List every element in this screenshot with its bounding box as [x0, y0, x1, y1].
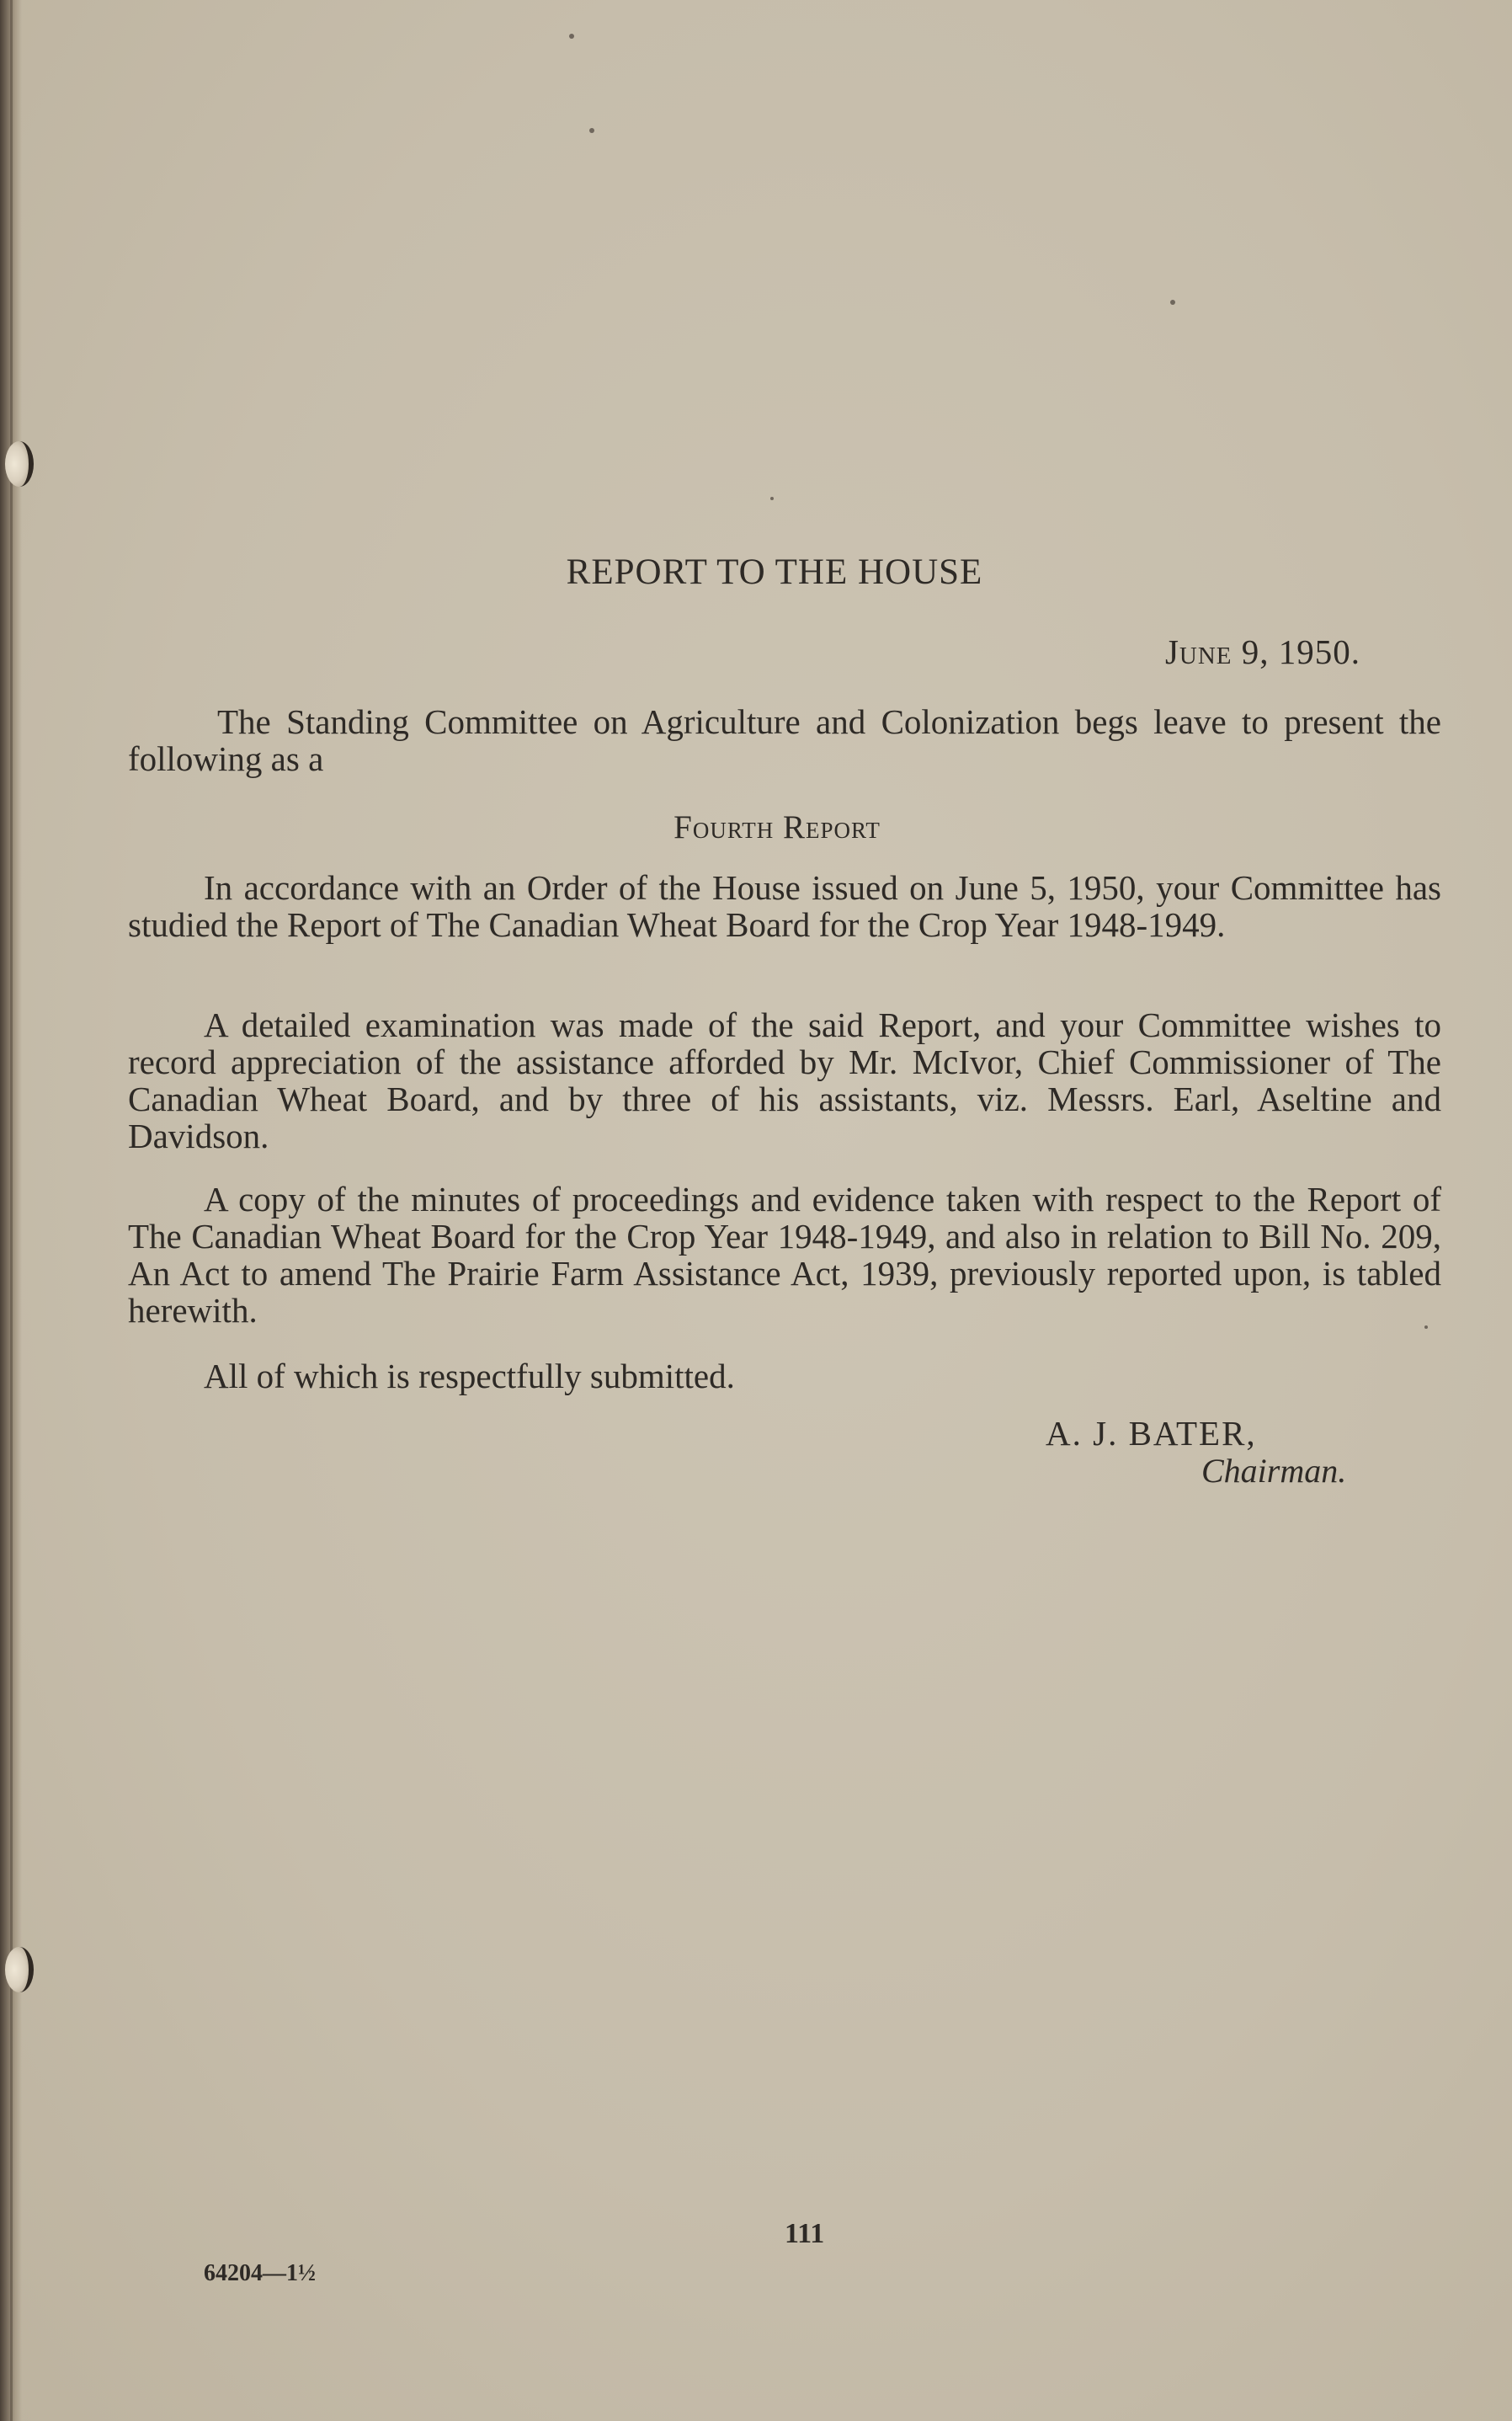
punch-hole-bottom — [5, 1947, 34, 1992]
body-paragraph-3: A copy of the minutes of proceedings and evidence taken with respect to the Report of The Canadian Wheat Board for the Crop Year 1948-1949, and also in relation to Bill No. 209, An Act to amend The Prairie Farm Assistance Act, 1939, previously reported upon, is tabled herewith. — [128, 1180, 1441, 1330]
print-code: 64204—1½ — [204, 2260, 316, 2286]
signer-title: Chairman. — [1201, 1452, 1347, 1490]
closing-line: All of which is respectfully submitted. — [204, 1357, 735, 1395]
report-heading: Fourth Report — [673, 809, 881, 845]
paper-speck — [1170, 300, 1175, 305]
binding-line — [10, 0, 13, 2421]
paper-speck — [589, 128, 594, 133]
signer-name: A. J. BATER, — [1046, 1414, 1257, 1453]
body-paragraph-2: A detailed examination was made of the said Report, and your Committee wishes to record appreciation of the assistance afforded by Mr. McIvor, Chief Commissioner of The Canadian Wheat Board, and by three of his assistants, viz. Messrs. Earl, Aseltine and Davidson. — [128, 1005, 1441, 1155]
report-date: June 9, 1950. — [1164, 632, 1360, 671]
paper-speck — [770, 497, 774, 500]
intro-paragraph: The Standing Committee on Agriculture and Colonization begs leave to present the following as a — [128, 702, 1441, 778]
page-number: 111 — [785, 2218, 825, 2249]
body-paragraph-1: In accordance with an Order of the House issued on June 5, 1950, your Committee has studied the Report of The Canadian Wheat Board for the Crop Year 1948-1949. — [128, 868, 1441, 944]
report-title: REPORT TO THE HOUSE — [566, 552, 983, 592]
paper-speck — [569, 34, 574, 39]
punch-hole-top — [5, 441, 34, 487]
